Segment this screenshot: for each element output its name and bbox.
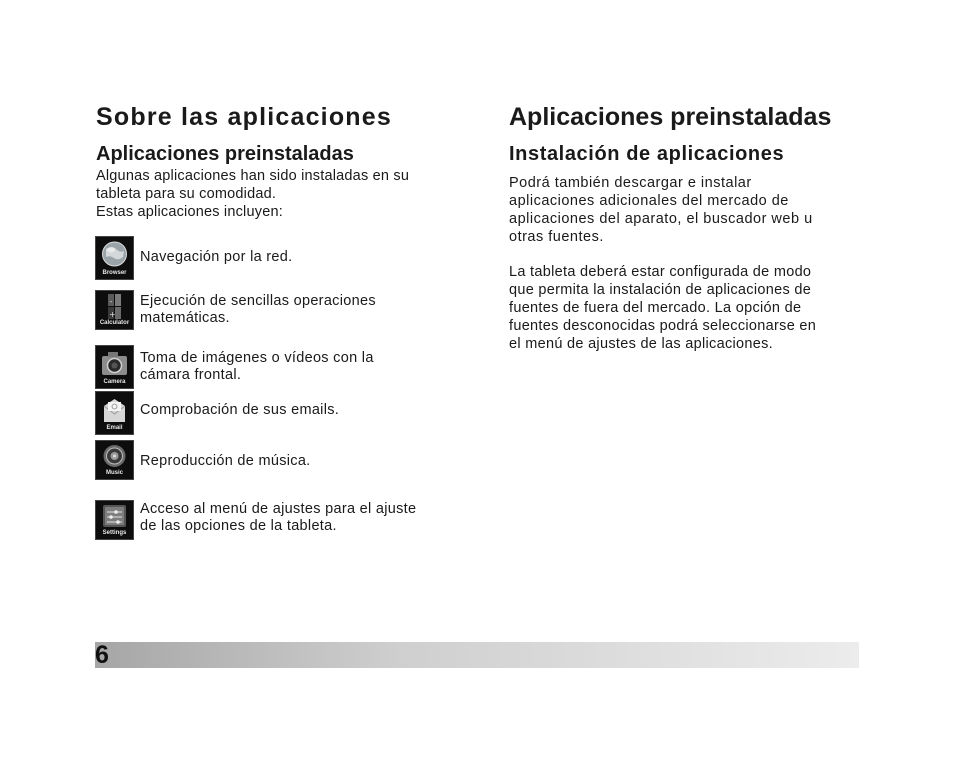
speaker-icon — [96, 442, 133, 472]
configuration-line-5: el menú de ajustes de las aplicaciones. — [509, 336, 773, 352]
download-line-1: Podrá también descargar e instalar — [509, 175, 752, 191]
camera-app-icon — [95, 345, 134, 389]
configuration-line-4: fuentes desconocidas podrá seleccionarse en — [509, 318, 817, 334]
music-app-icon — [95, 440, 134, 480]
download-line-3: aplicaciones del aparato, el buscador web u — [509, 211, 813, 227]
browser-icon-caption: Browser — [102, 270, 127, 276]
intro-line-2: tableta para su comodidad. — [96, 186, 277, 202]
email-icon-caption: Email — [106, 425, 123, 431]
download-line-4: otras fuentes. — [509, 229, 604, 245]
settings-description-line-1: Acceso al menú de ajustes para el ajuste — [140, 501, 417, 517]
right-column — [509, 100, 869, 353]
settings-icon-caption: Settings — [102, 530, 127, 536]
camera-icon — [96, 349, 133, 381]
camera-description-line-1: Toma de imágenes o vídeos con la — [140, 350, 374, 366]
calculator-icon-caption: Calculator — [99, 320, 130, 326]
intro-line-1: Algunas aplicaciones han sido instaladas en su — [96, 168, 410, 184]
right-page-title: Aplicaciones preinstaladas — [509, 103, 832, 131]
configuration-line-3: fuentes de fuera del mercado. La opción de — [509, 300, 802, 316]
browser-description-line-1: Navegación por la red. — [140, 249, 293, 265]
svg-text:+: + — [109, 310, 116, 319]
right-section-subtitle: Instalación de aplicaciones — [509, 143, 785, 165]
music-description — [140, 453, 470, 470]
section-subtitle: Aplicaciones preinstaladas — [96, 143, 354, 165]
email-app-icon — [95, 391, 134, 435]
envelope-icon — [96, 394, 133, 426]
settings-app-icon — [95, 500, 134, 540]
footer-bar — [95, 642, 859, 668]
browser-app-icon — [95, 236, 134, 280]
email-description-line-1: Comprobación de sus emails. — [140, 402, 340, 418]
configuration-line-1: La tableta deberá estar configurada de modo — [509, 264, 812, 280]
calculator-icon — [96, 292, 133, 322]
settings-description — [140, 501, 470, 535]
intro-text — [96, 167, 466, 221]
browser-description — [140, 249, 470, 266]
calculator-description — [140, 293, 470, 327]
camera-description-line-2: cámara frontal. — [140, 367, 242, 383]
calculator-description-line-2: matemáticas. — [140, 310, 230, 326]
camera-description — [140, 350, 470, 384]
calculator-app-icon — [95, 290, 134, 330]
page-title: Sobre las aplicaciones — [96, 103, 392, 131]
configuration-line-2: que permita la instalación de aplicaciones de — [509, 282, 812, 298]
music-icon-caption: Music — [105, 470, 123, 476]
download-paragraph — [509, 174, 869, 246]
music-description-line-1: Reproducción de música. — [140, 453, 311, 469]
configuration-paragraph — [509, 263, 869, 353]
calculator-description-line-1: Ejecución de sencillas operaciones — [140, 293, 376, 309]
email-description — [140, 402, 470, 419]
download-line-2: aplicaciones adicionales del mercado de — [509, 193, 789, 209]
settings-icon — [96, 502, 133, 532]
left-column — [96, 100, 466, 221]
page-number: 6 — [95, 641, 109, 669]
svg-text:-: - — [109, 297, 113, 306]
settings-description-line-2: de las opciones de la tableta. — [140, 518, 337, 534]
intro-line-3: Estas aplicaciones incluyen: — [96, 204, 283, 220]
camera-icon-caption: Camera — [103, 379, 126, 385]
globe-icon — [96, 239, 133, 273]
